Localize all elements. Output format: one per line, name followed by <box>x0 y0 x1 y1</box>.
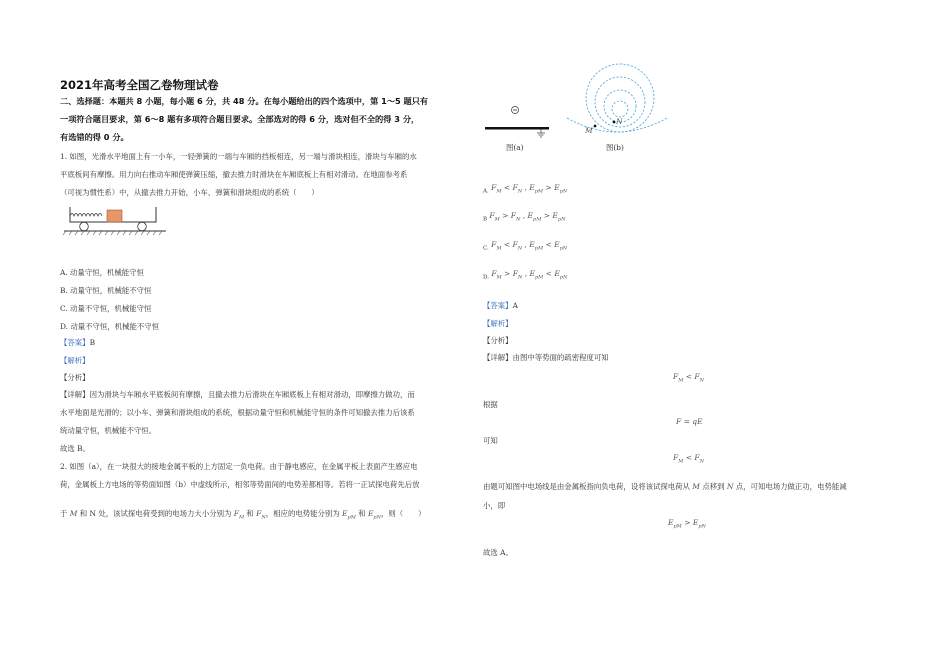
q2-figure-a <box>483 100 553 140</box>
q1-option-b: B. 动量守恒，机械能不守恒 <box>60 286 152 295</box>
q1-answer-tag: 【答案】 <box>60 338 90 347</box>
point-m-label: M <box>585 126 593 135</box>
q2-detail-intro: 【详解】由图中等势面的疏密程度可知 <box>483 353 609 362</box>
q2-figure-b <box>565 62 670 140</box>
q2-fenxi: 【分析】 <box>483 336 513 345</box>
q1-option-c: C. 动量不守恒，机械能守恒 <box>60 304 152 313</box>
q1-stem-line-3: （可视为惯性系）中，从撤去推力开始，小车、弹簧和滑块组成的系统（ ） <box>60 188 319 197</box>
equation-f-eq-qe: F = qE <box>676 417 703 426</box>
q2-genju: 根据 <box>483 400 498 409</box>
q1-option-a: A. 动量守恒，机械能守恒 <box>60 268 144 277</box>
q1-answer-value: B <box>89 338 96 347</box>
point-n-marker <box>613 121 616 124</box>
equation-fm-lt-fn-2: $F_M < F_N$ <box>673 453 704 465</box>
q1-analysis-tag: 【解析】 <box>60 356 90 365</box>
q2-option-b-formula: $F_M > F_N$ , $E_{pM} > E_{pN}$ <box>489 211 566 223</box>
q2-answer-value: A <box>512 301 518 310</box>
q2-option-a-formula: $F_M < F_N$ , $E_{pM} > E_{pN}$ <box>491 183 568 195</box>
q2-analysis-tag: 【解析】 <box>483 319 513 328</box>
equation-fm-lt-fn-1: $F_M < F_N$ <box>673 372 704 384</box>
q1-option-d: D. 动量不守恒，机械能不守恒 <box>60 322 160 331</box>
point-m-marker <box>594 125 597 128</box>
q2-kezhi: 可知 <box>483 436 498 445</box>
section-instructions-line-2: 一项符合题目要求，第 6～8 题有多项符合题目要求。全部选对的得 6 分，选对但不全的得 3 分， <box>60 114 420 124</box>
q1-conclusion: 故选 B。 <box>60 444 90 453</box>
q1-detail-line-2: 水平地面是光滑的；以小车、弹簧和滑块组成的系统，根据动量守恒和机械能守恒的条件可知撤去推力后该系 <box>60 408 415 417</box>
q2-final-line-1: 由题可知图中电场线是由金属板指向负电荷，设将该试探电荷从 M 点移到 N 点，可知电场力做正功，电势能减 <box>483 482 847 491</box>
symbol-f-m: $F_M$ <box>233 509 245 521</box>
section-instructions-line-3: 有选错的得 0 分。 <box>60 132 129 142</box>
q2-option-a: A. $F_M < F_N$ , $E_{pM} > E_{pN}$ <box>483 183 568 195</box>
q2-stem-line-2: 荷，金属板上方电场的等势面如图（b）中虚线所示，相邻等势面间的电势差都相等。若将一正试探电荷先后放 <box>60 480 420 489</box>
q2-option-b: B $F_M > F_N$ , $E_{pM} > E_{pN}$ <box>483 211 566 223</box>
symbol-e-pn: $E_{pN}$ <box>367 509 381 521</box>
q2-stem-line-3: 于 M 和 N 处，该试探电荷受到的电场力大小分别为 $F_M$ 和 $F_N$，相应的电势能分别为 $E_{pM}$ 和 $E_{pN}$，则（ ） <box>60 509 426 521</box>
q1-answer <box>60 338 95 348</box>
figure-a-label: 图(a) <box>506 143 524 152</box>
symbol-e-pm: $E_{pM}$ <box>342 509 356 521</box>
figure-b-label: 图(b) <box>606 143 624 152</box>
q1-stem-line-1: 1. 如图，光滑水平地面上有一小车，一轻弹簧的一端与车厢的挡板相连，另一端与滑块相连，滑块与车厢的水 <box>60 152 417 161</box>
q2-answer-tag: 【答案】 <box>483 301 513 310</box>
q1-detail-line-3: 统动量守恒，机械能不守恒。 <box>60 426 157 435</box>
q2-conclusion: 故选 A。 <box>483 548 513 557</box>
section-instructions-line-1: 二、选择题：本题共 8 小题，每小题 6 分，共 48 分。在每小题给出的四个选项中，第 1～5 题只有 <box>60 96 429 106</box>
page-title: 2021年高考全国乙卷物理试卷 <box>60 78 219 92</box>
q1-stem-line-2: 平底板间有摩擦。用力向右推动车厢使弹簧压缩，撤去推力时滑块在车厢底板上有相对滑动。在地面参考系 <box>60 170 408 179</box>
point-n-label: N <box>616 117 623 126</box>
q2-final-line-2: 小，即 <box>483 501 506 510</box>
q2-answer <box>483 301 518 311</box>
symbol-f-n: $F_N$ <box>256 509 266 521</box>
q2-option-c: C. $F_M < F_N$ , $E_{pM} < E_{pN}$ <box>483 240 568 252</box>
q1-detail-line-1: 【详解】因为滑块与车厢水平底板间有摩擦，且撤去推力后滑块在车厢底板上有相对滑动，即摩擦力做功，而 <box>60 390 415 399</box>
q1-cart-figure <box>60 203 170 237</box>
q1-fenxi: 【分析】 <box>60 373 90 382</box>
q2-option-d-formula: $F_M > F_N$ , $E_{pM} < E_{pN}$ <box>491 269 568 281</box>
q2-option-d: D. $F_M > F_N$ , $E_{pM} < E_{pN}$ <box>483 269 568 281</box>
q2-stem-line-1: 2. 如图（a），在一块很大的接地金属平板的上方固定一负电荷。由于静电感应，在金属平板上表面产生感应电 <box>60 462 418 471</box>
q2-option-c-formula: $F_M < F_N$ , $E_{pM} < E_{pN}$ <box>491 240 568 252</box>
equation-epm-gt-epn: $E_{pM} > E_{pN}$ <box>668 518 706 530</box>
